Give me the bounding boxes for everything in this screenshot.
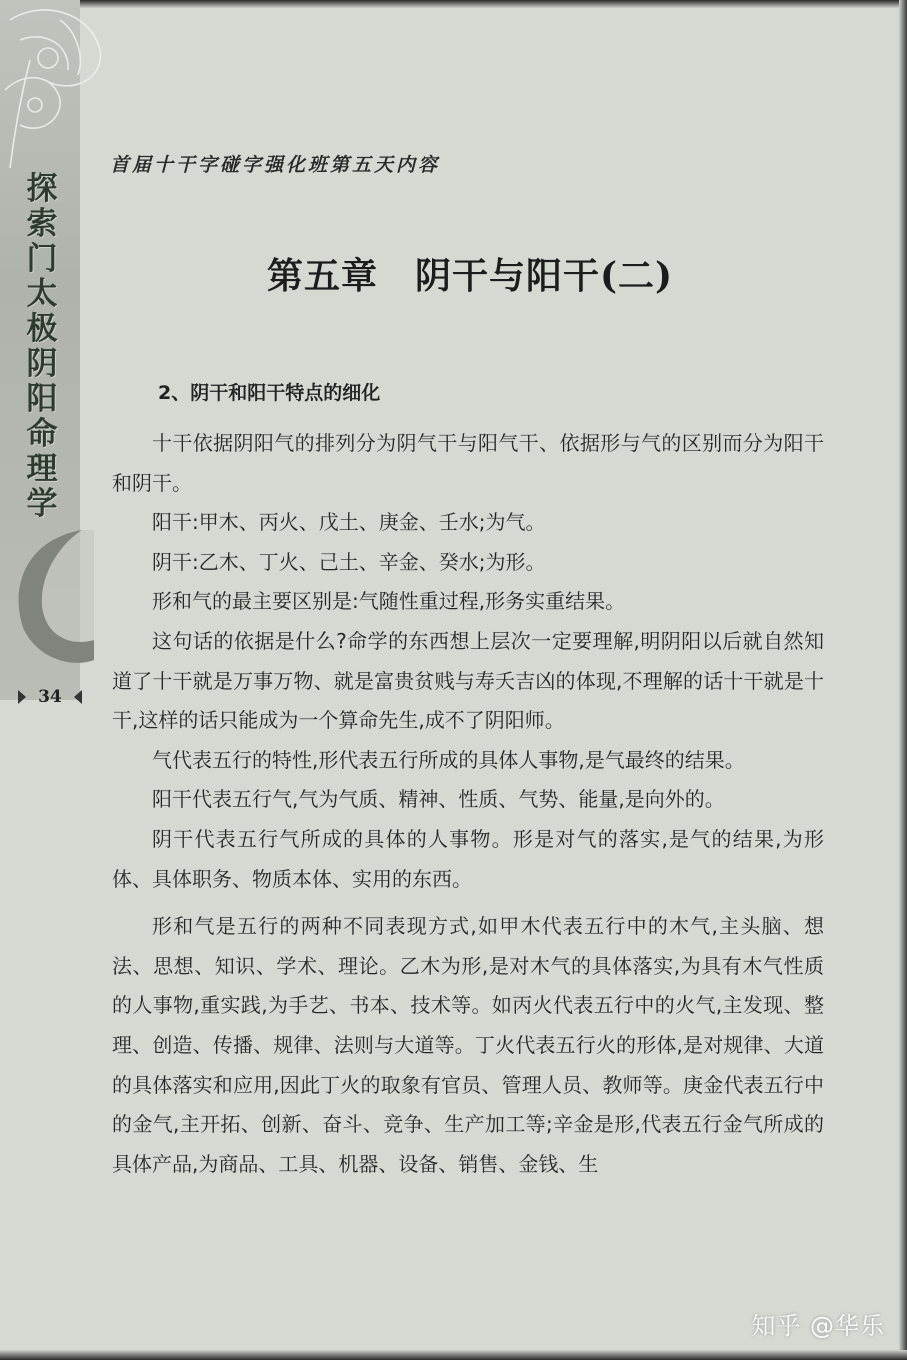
paragraph: 形和气的最主要区别是:气随性重过程,形务实重结果。 bbox=[152, 589, 626, 614]
yin-yang-icon bbox=[4, 520, 94, 670]
body-text bbox=[112, 424, 824, 1184]
paragraph: 阴干:乙木、丁火、己土、辛金、癸水;为形。 bbox=[152, 549, 546, 574]
page-number-left-mark-icon bbox=[18, 690, 26, 704]
flower-decoration-icon bbox=[0, 0, 130, 170]
chapter-title: 第五章 阴干与阳干(二) bbox=[266, 255, 674, 297]
paragraph: 阳干:甲木、丙火、戊土、庚金、壬水;为气。 bbox=[152, 510, 546, 535]
scan-border-bottom bbox=[0, 1350, 907, 1360]
section-heading: 2、阴干和阳干特点的细化 bbox=[158, 382, 381, 404]
paragraph: 气代表五行的特性,形代表五行所成的具体人事物,是气最终的结果。 bbox=[152, 747, 745, 772]
running-header: 首届十干字碰字强化班第五天内容 bbox=[110, 154, 441, 176]
page-number-right-mark-icon bbox=[74, 690, 82, 704]
paragraph: 十干依据阴阳气的排列分为阴气干与阳气干、依据形与气的区别而分为阳干和阴干。 bbox=[112, 431, 824, 495]
scan-border-right bbox=[899, 0, 907, 1360]
page-number: 34 bbox=[38, 687, 62, 707]
paragraph: 阴干代表五行气所成的具体的人事物。形是对气的落实,是气的结果,为形体、具体职务、物质本体、实用的东西。 bbox=[112, 826, 824, 891]
scan-border-top bbox=[0, 0, 907, 8]
paragraph: 阳干代表五行气,气为气质、精神、性质、气势、能量,是向外的。 bbox=[152, 787, 725, 812]
book-title-vertical: 探索门太极阴阳命理学 bbox=[26, 171, 58, 522]
watermark: 知乎 @华乐 bbox=[751, 1312, 885, 1340]
paragraph: 形和气是五行的两种不同表现方式,如甲木代表五行中的木气,主头脑、想法、思想、知识、学术、理论。乙木为形,是对木气的具体落实,为具有木气性质的人事物,重实践,为手艺、书本、技术等。如丙火代表五行中的火气,主发现、整理、创造、传播、规律、法则与大道等。丁火代表五行火的形体,是对规律、大道的具体落实和应用,因此丁火的取象有官员、管理人员、教师等。庚金代表五行中的金气,主开拓、创新、奋斗、竞争、生产加工等;辛金是形,代表五行金气所成的具体产品,为商品、工具、机器、设备、销售、金钱、生 bbox=[112, 914, 824, 1176]
paragraph: 这句话的依据是什么?命学的东西想上层次一定要理解,明阴阳以后就自然知道了十干就是万事万物、就是富贵贫贱与寿夭吉凶的体现,不理解的话十干就是十干,这样的话只能成为一个算命先生,成不了阴阳师。 bbox=[112, 628, 824, 733]
